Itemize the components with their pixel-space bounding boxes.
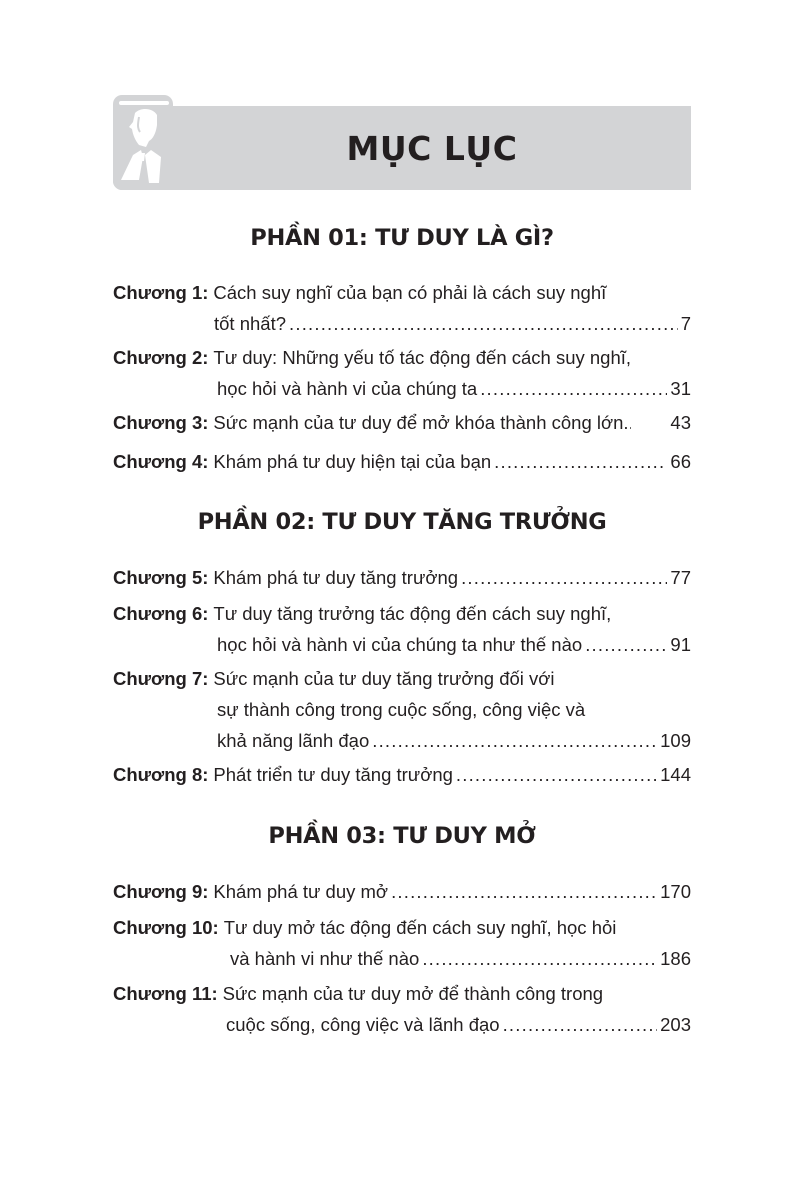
chapter-title: học hỏi và hành vi của chúng ta — [217, 378, 478, 399]
chapter-title: và hành vi như thế nào — [230, 948, 420, 969]
dot-leader — [461, 562, 667, 593]
dot-leader — [391, 876, 657, 907]
chapter-title: Tư duy tăng trưởng tác động đến cách suy nghĩ, — [213, 603, 612, 624]
toc-entry[interactable] — [113, 759, 691, 790]
page-number: 144 — [660, 764, 691, 785]
chapter-title: Khám phá tư duy mở — [213, 881, 389, 902]
chapter-title: Tư duy: Những yếu tố tác động đến cách suy nghĩ, — [213, 347, 632, 368]
toc-entry[interactable] — [113, 277, 691, 339]
toc-entry[interactable] — [113, 562, 691, 593]
page-number: 43 — [670, 412, 691, 433]
chapter-label: Chương 4: — [113, 451, 209, 472]
chapter-label: Chương 1: — [113, 282, 209, 303]
page-number: 66 — [670, 451, 691, 472]
dot-leader — [289, 308, 678, 339]
chapter-title: Phát triển tư duy tăng trưởng — [213, 764, 453, 785]
chapter-label: Chương 2: — [113, 347, 209, 368]
chapter-label: Chương 6: — [113, 603, 209, 624]
chapter-label: Chương 3: — [113, 412, 209, 433]
dot-leader — [494, 446, 667, 477]
page-number: 77 — [670, 567, 691, 588]
chapter-label: Chương 5: — [113, 567, 209, 588]
chapter-title: cuộc sống, công việc và lãnh đạo — [226, 1014, 500, 1035]
part-title: PHẦN 01: TƯ DUY LÀ GÌ? — [250, 225, 554, 251]
dot-leader — [372, 725, 657, 756]
chapter-title: Tư duy mở tác động đến cách suy nghĩ, học hỏi — [223, 917, 617, 938]
chapter-title: sự thành công trong cuộc sống, công việc và — [217, 699, 586, 720]
chapter-label: Chương 7: — [113, 668, 209, 689]
chapter-label: Chương 10: — [113, 917, 219, 938]
page-number: 203 — [660, 1014, 691, 1035]
toc-entry[interactable] — [113, 598, 691, 660]
chapter-title: học hỏi và hành vi của chúng ta như thế nào — [217, 634, 583, 655]
part-title: PHẦN 02: TƯ DUY TĂNG TRƯỞNG — [197, 509, 607, 535]
chapter-title: Khám phá tư duy hiện tại của bạn — [213, 451, 492, 472]
page-number: 186 — [660, 948, 691, 969]
chapter-title: Sức mạnh của tư duy mở để thành công trong — [222, 983, 604, 1004]
chapter-label: Chương 11: — [113, 983, 218, 1004]
toc-entry[interactable] — [113, 912, 691, 974]
chapter-label: Chương 8: — [113, 764, 209, 785]
chapter-title: Sức mạnh của tư duy tăng trưởng đối với — [213, 668, 555, 689]
chapter-label: Chương 9: — [113, 881, 209, 902]
dot-leader — [585, 629, 667, 660]
dot-leader — [503, 1009, 658, 1040]
dot-leader — [480, 373, 667, 404]
page-number: 91 — [670, 634, 691, 655]
chapter-title: tốt nhất? — [214, 313, 287, 334]
chapter-title: Sức mạnh của tư duy để mở khóa thành công lớn. — [213, 412, 629, 433]
chapter-title: Cách suy nghĩ của bạn có phải là cách suy nghĩ — [213, 282, 607, 303]
part-title: PHẦN 03: TƯ DUY MỞ — [268, 823, 536, 849]
toc-entry[interactable] — [113, 342, 691, 404]
toc-entry[interactable] — [113, 407, 691, 438]
toc-entry[interactable] — [113, 446, 691, 477]
gentleman-silhouette-icon — [113, 95, 173, 190]
dot-leader — [422, 943, 657, 974]
chapter-title: Khám phá tư duy tăng trưởng — [213, 567, 459, 588]
page-number: 170 — [660, 881, 691, 902]
dot-leader — [456, 759, 657, 790]
toc-entry[interactable] — [113, 978, 691, 1040]
page-number: 31 — [670, 378, 691, 399]
toc-entry[interactable] — [113, 876, 691, 907]
page-number: 109 — [660, 730, 691, 751]
chapter-title: khả năng lãnh đạo — [217, 730, 370, 751]
page-number: 7 — [680, 313, 691, 334]
toc-entry[interactable] — [113, 663, 691, 756]
page-title: MỤC LỤC — [346, 128, 518, 168]
